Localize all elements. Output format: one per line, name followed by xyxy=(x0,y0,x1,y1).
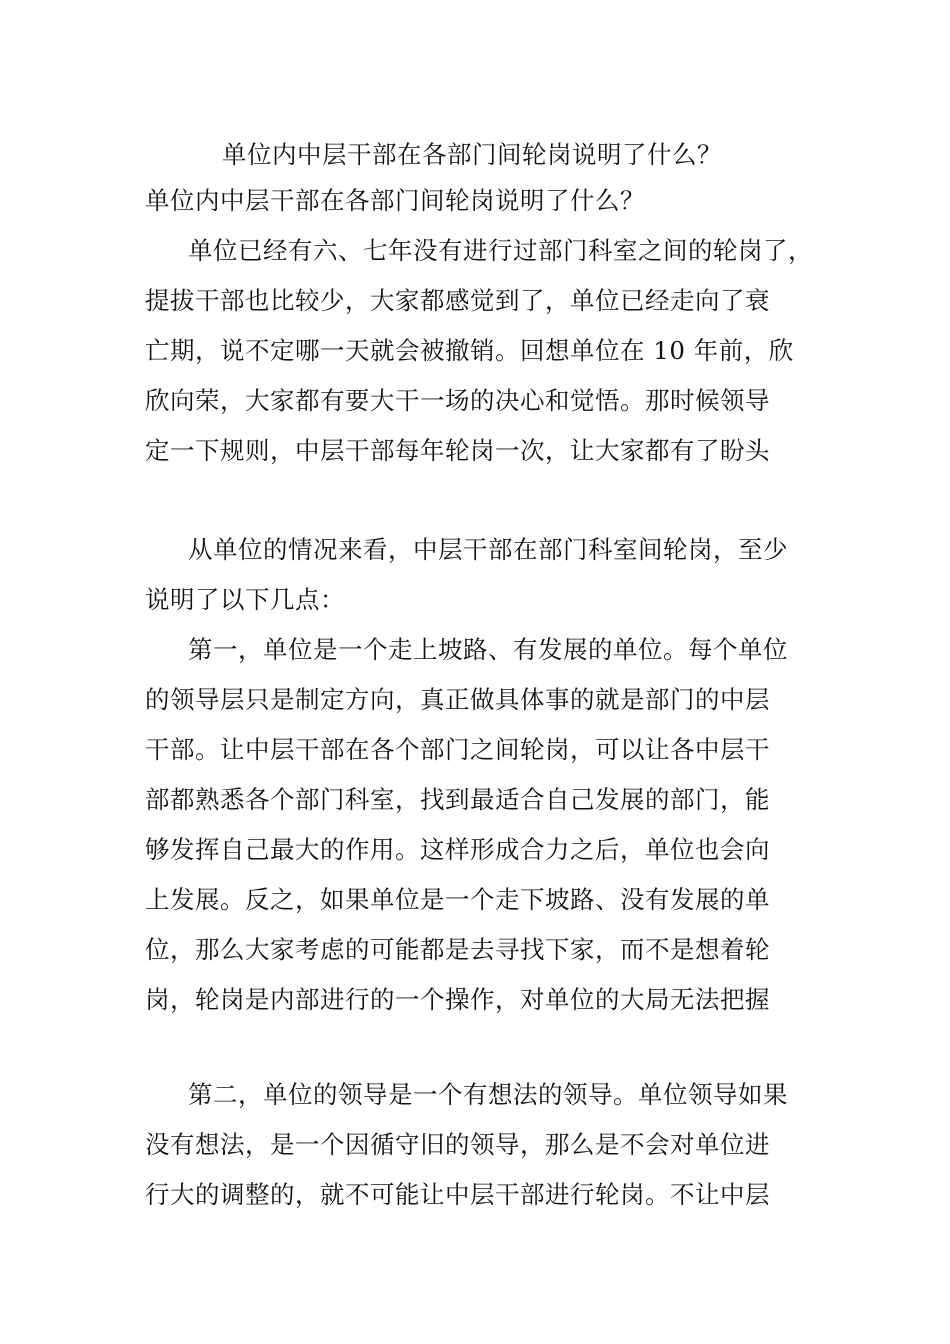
paragraph-line: 提拔干部也比较少，大家都感觉到了，单位已经走向了衰 xyxy=(145,286,770,315)
paragraph-line: 从单位的情况来看，中层干部在部门科室间轮岗，至少 xyxy=(188,535,788,564)
paragraph-line: 亡期，说不定哪一天就会被撤销。回想单位在 10 年前，欣 xyxy=(145,336,794,365)
paragraph-line: 位，那么大家考虑的可能都是去寻找下家，而不是想着轮 xyxy=(145,935,770,964)
paragraph-line: 定一下规则，中层干部每年轮岗一次，让大家都有了盼头 xyxy=(145,436,770,465)
paragraph-line: 干部。让中层干部在各个部门之间轮岗，可以让各中层干 xyxy=(145,735,770,764)
paragraph-line: 岗，轮岗是内部进行的一个操作，对单位的大局无法把握 xyxy=(145,985,770,1014)
document-title: 单位内中层干部在各部门间轮岗说明了什么？ xyxy=(222,140,722,169)
paragraph-line: 行大的调整的，就不可能让中层干部进行轮岗。不让中层 xyxy=(145,1180,770,1209)
paragraph-line: 第二，单位的领导是一个有想法的领导。单位领导如果 xyxy=(188,1080,788,1109)
paragraph-line: 上发展。反之，如果单位是一个走下坡路、没有发展的单 xyxy=(145,885,770,914)
paragraph-line: 第一，单位是一个走上坡路、有发展的单位。每个单位 xyxy=(188,635,788,664)
document-subtitle: 单位内中层干部在各部门间轮岗说明了什么？ xyxy=(145,186,645,215)
paragraph-line: 欣向荣，大家都有要大干一场的决心和觉悟。那时候领导 xyxy=(145,386,770,415)
paragraph-line: 说明了以下几点： xyxy=(145,585,345,614)
paragraph-line: 没有想法，是一个因循守旧的领导，那么是不会对单位进 xyxy=(145,1130,770,1159)
paragraph-line: 的领导层只是制定方向，真正做具体事的就是部门的中层 xyxy=(145,685,770,714)
paragraph-line: 够发挥自己最大的作用。这样形成合力之后，单位也会向 xyxy=(145,835,770,864)
paragraph-line: 部都熟悉各个部门科室，找到最适合自己发展的部门，能 xyxy=(145,785,770,814)
paragraph-line: 单位已经有六、七年没有进行过部门科室之间的轮岗了， xyxy=(188,236,813,265)
